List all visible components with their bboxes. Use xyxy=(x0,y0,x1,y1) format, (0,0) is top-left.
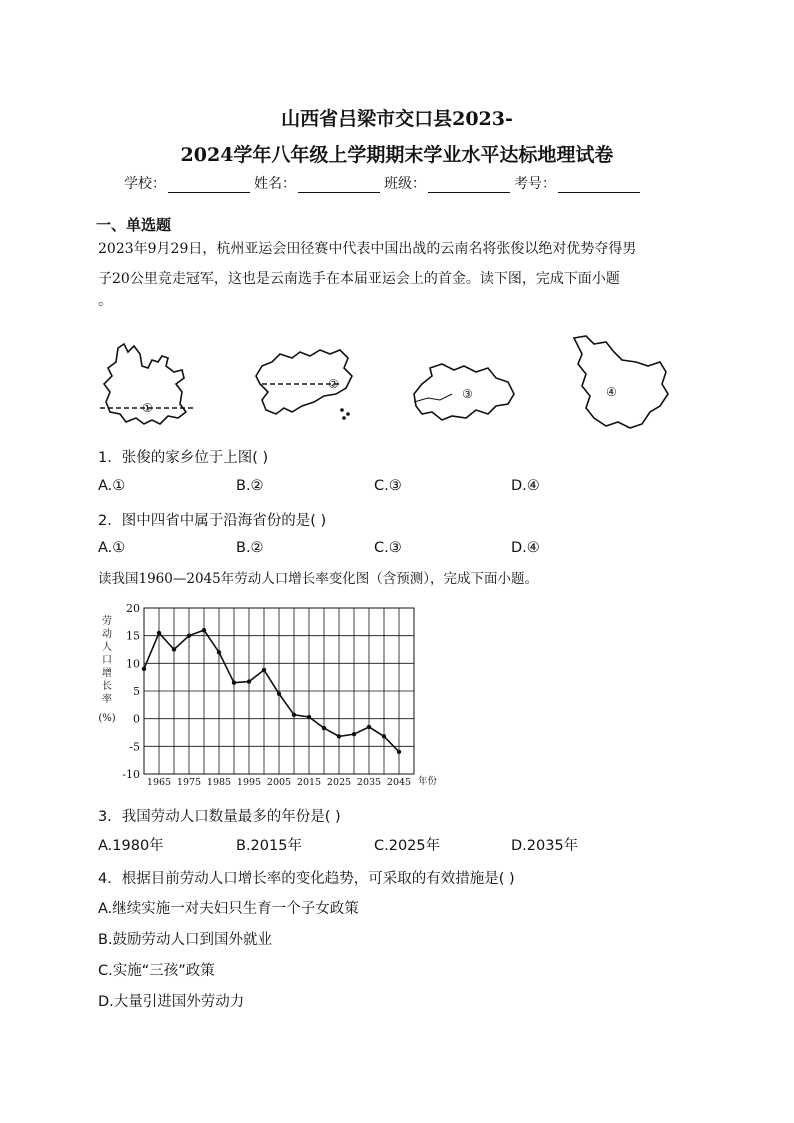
passage-1-line2: 子20公里竞走冠军，这也是云南选手在本届亚运会上的首金。读下图，完成下面小题 xyxy=(98,271,620,287)
q2-option-c[interactable]: C.③ xyxy=(374,540,402,556)
passage-1-line3: 。 xyxy=(98,293,112,309)
data-point xyxy=(247,679,251,683)
province-maps xyxy=(96,332,696,442)
section-heading: 一、单选题 xyxy=(96,216,172,234)
data-point xyxy=(277,692,281,696)
q4-option-d[interactable]: D.大量引进国外劳动力 xyxy=(98,994,245,1010)
exam-title-line1: 山西省吕梁市交口县2023- xyxy=(281,108,513,130)
y-label-char: 动 xyxy=(102,629,112,640)
data-point xyxy=(202,628,206,632)
chart-y-axis-label xyxy=(98,614,115,724)
q1-option-d[interactable]: D.④ xyxy=(511,478,540,494)
data-point xyxy=(262,668,266,672)
data-point xyxy=(157,631,161,635)
chart-x-ticks xyxy=(147,777,411,788)
q1-option-a[interactable]: A.① xyxy=(98,478,126,494)
x-tick-label: 1965 xyxy=(146,777,172,788)
q3-option-d[interactable]: D.2035年 xyxy=(511,838,579,854)
exam-number-field[interactable]: 考号： xyxy=(514,173,640,193)
y-label-char: 口 xyxy=(102,655,112,666)
q4-option-a[interactable]: A.继续实施一对夫妇只生育一个子女政策 xyxy=(98,901,359,917)
q4-option-b[interactable]: B.鼓励劳动人口到国外就业 xyxy=(98,932,273,948)
q2-option-b[interactable]: B.② xyxy=(236,540,264,556)
x-tick-label: 2015 xyxy=(296,777,322,788)
q3-option-c[interactable]: C.2025年 xyxy=(374,838,441,854)
data-point xyxy=(322,726,326,730)
x-tick-label: 1985 xyxy=(206,777,232,788)
y-label-char: 人 xyxy=(102,642,112,653)
y-tick-label: 20 xyxy=(126,602,140,615)
x-tick-label: 2045 xyxy=(386,777,412,788)
q4-option-c[interactable]: C.实施“三孩”政策 xyxy=(98,963,215,979)
map-label-3: ③ xyxy=(462,387,473,401)
class-field[interactable]: 班级： xyxy=(384,173,510,193)
data-point xyxy=(352,732,356,736)
passage-1-line1: 2023年9月29日，杭州亚运会田径赛中代表中国出战的云南名将张俊以绝对优势夺得男 xyxy=(98,241,637,257)
q3-option-a[interactable]: A.1980年 xyxy=(98,838,164,854)
y-label-char: 长 xyxy=(102,681,112,692)
q1-option-c[interactable]: C.③ xyxy=(374,478,402,494)
q2-option-d[interactable]: D.④ xyxy=(511,540,540,556)
map-label-4: ④ xyxy=(606,385,617,399)
chart-x-axis-label: 年份 xyxy=(418,776,438,787)
x-tick-label: 2035 xyxy=(356,777,382,788)
x-tick-label: 1995 xyxy=(236,777,262,788)
map-hubei xyxy=(414,364,514,420)
question-4-stem: 4．根据目前劳动人口增长率的变化趋势，可采取的有效措施是( ) xyxy=(98,871,515,887)
map-guangdong xyxy=(256,350,352,419)
x-tick-label: 2025 xyxy=(326,777,352,788)
data-point xyxy=(337,734,341,738)
y-tick-label: 0 xyxy=(133,712,140,726)
question-1-stem: 1．张俊的家乡位于上图( ) xyxy=(98,450,269,466)
y-tick-label: 10 xyxy=(126,657,140,671)
y-tick-label: -5 xyxy=(129,740,140,754)
passage-1 xyxy=(98,234,698,308)
exam-title-line2: 2024学年八年级上学期期末学业水平达标地理试卷 xyxy=(180,144,614,166)
x-tick-label: 1975 xyxy=(176,777,202,788)
name-field[interactable]: 姓名： xyxy=(254,173,380,193)
y-label-char: 率 xyxy=(102,694,112,705)
q2-option-a[interactable]: A.① xyxy=(98,540,126,556)
data-point xyxy=(187,633,191,637)
y-label-char: (%) xyxy=(98,713,116,724)
x-tick-label: 2005 xyxy=(266,777,292,788)
map-heilongjiang xyxy=(574,336,668,428)
data-point xyxy=(172,647,176,651)
map-label-2: ② xyxy=(328,377,339,391)
data-point xyxy=(292,713,296,717)
data-point xyxy=(307,715,311,719)
y-tick-label: 15 xyxy=(126,629,140,643)
question-2-stem: 2．图中四省中属于沿海省份的是( ) xyxy=(98,513,327,529)
q1-option-b[interactable]: B.② xyxy=(236,478,264,494)
chart-y-ticks xyxy=(122,602,140,781)
q3-option-b[interactable]: B.2015年 xyxy=(236,838,302,854)
data-point xyxy=(367,725,371,729)
labor-growth-chart xyxy=(96,600,446,790)
data-point xyxy=(142,667,146,671)
data-point xyxy=(382,734,386,738)
student-info-row xyxy=(124,173,644,193)
question-3-stem: 3．我国劳动人口数量最多的年份是( ) xyxy=(98,809,341,825)
y-tick-label: -10 xyxy=(122,768,140,781)
y-tick-label: 5 xyxy=(133,685,140,698)
data-point xyxy=(217,650,221,654)
data-point xyxy=(397,750,401,754)
data-point xyxy=(232,681,236,685)
passage-2: 读我国1960—2045年劳动人口增长率变化图（含预测），完成下面小题。 xyxy=(98,571,538,587)
school-field[interactable]: 学校： xyxy=(124,173,250,193)
map-label-1: ① xyxy=(142,401,153,415)
map-yunnan xyxy=(100,344,196,424)
y-label-char: 增 xyxy=(102,668,112,679)
chart-grid xyxy=(144,608,414,774)
y-label-char: 劳 xyxy=(102,616,112,627)
